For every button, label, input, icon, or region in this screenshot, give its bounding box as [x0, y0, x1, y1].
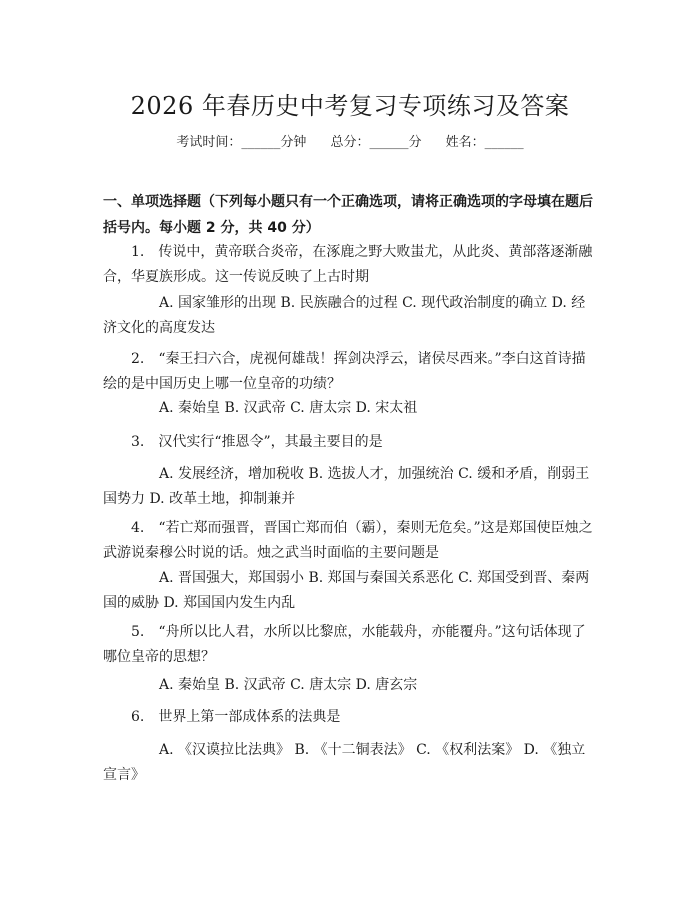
question-1-options: A. 国家雏形的出现 B. 民族融合的过程 C. 现代政治制度的确立 D. 经济文化的高度发达	[103, 295, 586, 336]
exam-meta	[0, 131, 700, 150]
total-score-field: 总分：______分	[330, 135, 422, 150]
exam-time-field: 考试时间：______分钟	[176, 135, 307, 150]
question-5: 5. “舟所以比人君，水所以比黎庶，水能载舟，亦能覆舟。”这句话体现了哪位皇帝的思想？	[103, 624, 586, 665]
section-heading: 一、单项选择题（下列每小题只有一个正确选项，请将正确选项的字母填在题后括号内。每小题 2 分，共 40 分）	[103, 194, 593, 236]
student-name-field: 姓名：______	[445, 135, 524, 150]
question-5-options: A. 秦始皇 B. 汉武帝 C. 唐太宗 D. 唐玄宗	[159, 677, 418, 693]
question-2-options: A. 秦始皇 B. 汉武帝 C. 唐太宗 D. 宋太祖	[159, 400, 418, 416]
question-3-options: A. 发展经济，增加税收 B. 选拔人才，加强统治 C. 缓和矛盾，削弱王国势力 D. 改革土地，抑制兼并	[103, 466, 590, 507]
question-4: 4. “若亡郑而强晋，晋国亡郑而伯（霸），秦则无危矣。”这是郑国使臣烛之武游说秦穆公时说的话。烛之武当时面临的主要问题是	[103, 520, 593, 561]
question-1: 1. 传说中，黄帝联合炎帝，在涿鹿之野大败蚩尤，从此炎、黄部落逐渐融合，华夏族形成。这一传说反映了上古时期	[103, 244, 593, 285]
question-2: 2. “秦王扫六合，虎视何雄哉！挥剑决浮云，诸侯尽西来。”李白这首诗描绘的是中国历史上哪一位皇帝的功绩？	[103, 351, 586, 392]
question-6: 6. 世界上第一部成体系的法典是	[131, 709, 341, 725]
page-title: 2026 年春历史中考复习专项练习及答案	[130, 92, 570, 120]
question-6-options: A. 《汉谟拉比法典》 B. 《十二铜表法》 C. 《权利法案》 D. 《独立宣言》	[103, 742, 586, 783]
question-4-options: A. 晋国强大，郑国弱小 B. 郑国与秦国关系恶化 C. 郑国受到晋、秦两国的威胁 D. 郑国国内发生内乱	[103, 570, 590, 611]
question-3: 3. 汉代实行“推恩令”，其最主要目的是	[131, 434, 383, 450]
